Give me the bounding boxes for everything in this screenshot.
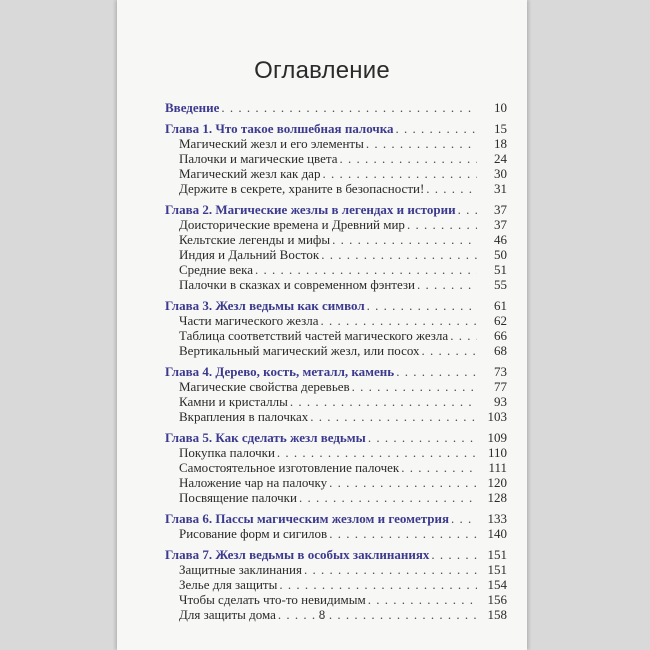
- dot-leader: [322, 166, 477, 181]
- toc-entry-page: 10: [494, 100, 507, 115]
- toc-entry-page: 156: [487, 592, 507, 607]
- toc-entry-label: Глава 2. Магические жезлы в легендах и истории: [165, 202, 456, 217]
- toc-entry-label: Таблица соответствий частей магического жезла: [179, 328, 449, 343]
- dot-leader: [339, 151, 477, 166]
- toc-entry-label: Части магического жезла: [179, 313, 319, 328]
- toc-entry-label: Глава 5. Как сделать жезл ведьмы: [165, 430, 366, 445]
- toc-subsection-entry: [165, 277, 507, 292]
- toc-entry-page: 109: [487, 430, 507, 445]
- toc-entry-page: 140: [487, 526, 507, 541]
- dot-leader: [417, 277, 477, 292]
- toc-subsection-entry: [165, 151, 507, 166]
- toc-entry-label: Вертикальный магический жезл, или посох: [179, 343, 420, 358]
- toc-entry-page: 51: [494, 262, 507, 277]
- toc-subsection-entry: [165, 526, 507, 541]
- toc-entry-page: 30: [494, 166, 507, 181]
- dot-leader: [396, 364, 477, 379]
- dot-leader: [450, 328, 477, 343]
- toc-entry-page: 154: [487, 577, 507, 592]
- dot-leader: [221, 100, 477, 115]
- toc-entry-label: Индия и Дальний Восток: [179, 247, 320, 262]
- toc-entry-label: Держите в секрете, храните в безопасности!: [179, 181, 425, 196]
- toc-entry-page: 55: [494, 277, 507, 292]
- table-of-contents: [165, 100, 507, 622]
- toc-entry-page: 24: [494, 151, 507, 166]
- toc-entry-label: Глава 1. Что такое волшебная палочка: [165, 121, 394, 136]
- toc-subsection-entry: [165, 343, 507, 358]
- toc-entry-page: 31: [494, 181, 507, 196]
- toc-entry-page: 103: [487, 409, 507, 424]
- toc-subsection-entry: [165, 490, 507, 505]
- dot-leader: [310, 409, 477, 424]
- toc-entry-label: Защитные заклинания: [179, 562, 302, 577]
- dot-leader: [352, 379, 477, 394]
- dot-leader: [332, 232, 477, 247]
- toc-subsection-entry: [165, 328, 507, 343]
- dot-leader: [458, 202, 477, 217]
- dot-leader: [277, 445, 477, 460]
- toc-entry-page: 151: [487, 547, 507, 562]
- toc-entry-page: 133: [487, 511, 507, 526]
- toc-entry-page: 128: [487, 490, 507, 505]
- toc-subsection-entry: [165, 409, 507, 424]
- dot-leader: [401, 460, 477, 475]
- toc-entry-label: Палочки и магические цвета: [179, 151, 338, 166]
- toc-chapter-entry: [165, 364, 507, 379]
- toc-entry-page: 77: [494, 379, 507, 394]
- toc-entry-label: Покупка палочки: [179, 445, 275, 460]
- toc-entry-label: Магический жезл как дар: [179, 166, 321, 181]
- toc-entry-page: 50: [494, 247, 507, 262]
- toc-chapter-entry: [165, 547, 507, 562]
- toc-entry-label: Наложение чар на палочку: [179, 475, 328, 490]
- dot-leader: [290, 394, 477, 409]
- toc-entry-page: 37: [494, 202, 507, 217]
- toc-subsection-entry: [165, 181, 507, 196]
- toc-subsection-entry: [165, 379, 507, 394]
- toc-subsection-entry: [165, 166, 507, 181]
- dot-leader: [451, 511, 477, 526]
- toc-entry-page: 15: [494, 121, 507, 136]
- dot-leader: [368, 592, 477, 607]
- toc-subsection-entry: [165, 313, 507, 328]
- dot-leader: [426, 181, 477, 196]
- toc-subsection-entry: [165, 394, 507, 409]
- toc-subsection-entry: [165, 577, 507, 592]
- page-number: 8: [318, 607, 326, 622]
- toc-entry-page: 93: [494, 394, 507, 409]
- toc-entry-label: Глава 6. Пассы магическим жезлом и геометрия: [165, 511, 450, 526]
- toc-entry-page: 73: [494, 364, 507, 379]
- dot-leader: [321, 313, 477, 328]
- toc-entry-label: Палочки в сказках и современном фэнтези: [179, 277, 415, 292]
- toc-subsection-entry: [165, 247, 507, 262]
- toc-subsection-entry: [165, 232, 507, 247]
- toc-chapter-entry: [165, 298, 507, 313]
- toc-entry-label: Введение: [165, 100, 220, 115]
- toc-entry-label: Посвящение палочки: [179, 490, 297, 505]
- toc-chapter-entry: [165, 121, 507, 136]
- dot-leader: [329, 475, 477, 490]
- toc-entry-label: Глава 7. Жезл ведьмы в особых заклинаниях: [165, 547, 430, 562]
- toc-entry-label: Глава 3. Жезл ведьмы как символ: [165, 298, 365, 313]
- toc-entry-label: Самостоятельное изготовление палочек: [179, 460, 400, 475]
- toc-entry-page: 62: [494, 313, 507, 328]
- dot-leader: [396, 121, 477, 136]
- toc-entry-label: Средние века: [179, 262, 254, 277]
- toc-subsection-entry: [165, 217, 507, 232]
- dot-leader: [368, 430, 477, 445]
- toc-entry-label: Чтобы сделать что-то невидимым: [179, 592, 366, 607]
- toc-subsection-entry: [165, 262, 507, 277]
- dot-leader: [431, 547, 477, 562]
- toc-entry-label: Кельтские легенды и мифы: [179, 232, 331, 247]
- toc-entry-page: 158: [487, 607, 507, 622]
- toc-entry-label: Камни и кристаллы: [179, 394, 288, 409]
- toc-chapter-entry: [165, 100, 507, 115]
- dot-leader: [407, 217, 477, 232]
- toc-subsection-entry: [165, 592, 507, 607]
- toc-subsection-entry: [165, 562, 507, 577]
- dot-leader: [422, 343, 477, 358]
- dot-leader: [367, 298, 477, 313]
- toc-entry-page: 111: [488, 460, 507, 475]
- dot-leader: [321, 247, 477, 262]
- toc-entry-page: 110: [487, 445, 507, 460]
- dot-leader: [299, 490, 477, 505]
- toc-chapter-entry: [165, 511, 507, 526]
- toc-entry-label: Вкрапления в палочках: [179, 409, 309, 424]
- toc-entry-page: 120: [487, 475, 507, 490]
- toc-subsection-entry: [165, 475, 507, 490]
- toc-entry-page: 18: [494, 136, 507, 151]
- dot-leader: [279, 577, 477, 592]
- toc-entry-label: Магический жезл и его элементы: [179, 136, 364, 151]
- toc-subsection-entry: [165, 460, 507, 475]
- toc-entry-label: Для защиты дома: [179, 607, 276, 622]
- toc-entry-label: Глава 4. Дерево, кость, металл, камень: [165, 364, 395, 379]
- book-page: [117, 0, 527, 650]
- toc-chapter-entry: [165, 202, 507, 217]
- toc-entry-page: 68: [494, 343, 507, 358]
- page-title: Оглавление: [254, 57, 390, 84]
- toc-entry-page: 151: [487, 562, 507, 577]
- toc-entry-page: 66: [494, 328, 507, 343]
- toc-entry-page: 37: [494, 217, 507, 232]
- toc-entry-label: Рисование форм и сигилов: [179, 526, 328, 541]
- dot-leader: [329, 526, 477, 541]
- dot-leader: [304, 562, 477, 577]
- dot-leader: [255, 262, 477, 277]
- toc-entry-label: Зелье для защиты: [179, 577, 278, 592]
- toc-subsection-entry: [165, 445, 507, 460]
- toc-entry-label: Доисторические времена и Древний мир: [179, 217, 405, 232]
- dot-leader: [366, 136, 477, 151]
- toc-entry-page: 46: [494, 232, 507, 247]
- toc-entry-label: Магические свойства деревьев: [179, 379, 350, 394]
- toc-chapter-entry: [165, 430, 507, 445]
- toc-subsection-entry: [165, 136, 507, 151]
- toc-entry-page: 61: [494, 298, 507, 313]
